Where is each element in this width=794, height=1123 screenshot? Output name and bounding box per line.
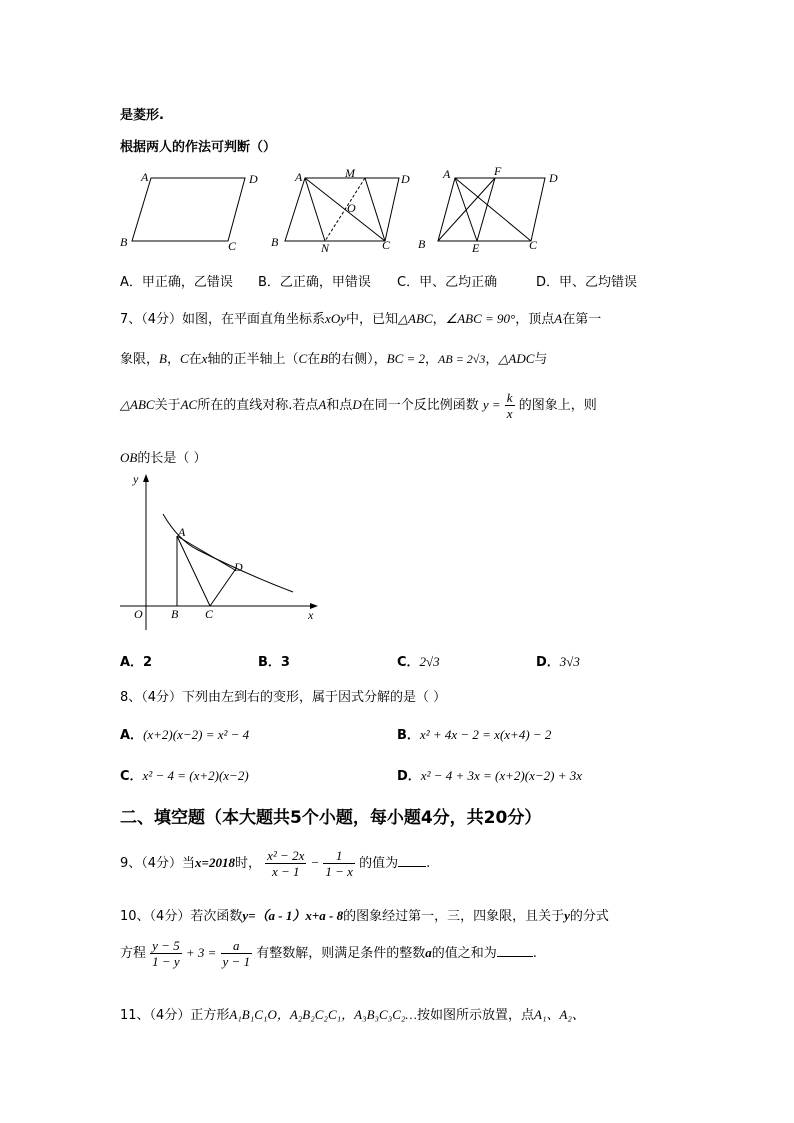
label-B: B	[271, 235, 279, 249]
label-C: C	[228, 239, 237, 253]
fraction-q10-1: $\frac{y - 5}{1 - y}$	[152, 938, 180, 969]
answer-blank-q9	[398, 854, 426, 867]
label-F: F	[494, 164, 502, 178]
label-A: A	[141, 170, 149, 184]
label-M: M	[345, 166, 355, 180]
q9-line: 9、（4分）当x=2018时， $\frac{\text{x² − 2x}}{x - 1}$ − $\frac{1}{1 - x}$ 的值为 .	[120, 848, 431, 879]
text-line-judge: 根据两人的作法可判断（）	[120, 140, 277, 155]
q7-option-c: C．2√3	[397, 654, 440, 670]
q8-option-a: A．(x+2)(x−2) = x² − 4	[120, 727, 250, 743]
q6-option-d: D．甲、乙均错误	[536, 275, 638, 290]
label-N: N	[321, 241, 330, 254]
label-A: A	[178, 525, 186, 539]
q7-line-1: 7、（4分）如图，在平面直角坐标系xOy中，已知△ABC，∠ABC = 90°，顶点A在第一	[120, 311, 602, 327]
q10-line-1: 10、（4分）若次函数y=（a - 1）x+a - 8的图象经过第一，三，四象限，且关于y的分式	[120, 908, 609, 924]
label-B: B	[171, 607, 179, 621]
q7-option-a: A．2	[120, 655, 153, 670]
text-line-diamond: 是菱形.	[120, 108, 164, 123]
axis-label-y: y	[133, 472, 139, 486]
fraction-q9-1: $\frac{\text{x² − 2x}}{x - 1}$	[267, 848, 305, 879]
parallelogram-figures	[115, 164, 565, 254]
q7-graph	[118, 470, 328, 635]
label-A: A	[443, 167, 451, 181]
q6-option-c: C．甲、乙均正确	[397, 275, 498, 290]
label-E: E	[472, 241, 480, 254]
q6-option-a: A．甲正确，乙错误	[120, 275, 233, 290]
label-D: D	[401, 172, 410, 186]
parallelogram-3	[418, 164, 558, 254]
label-D: D	[549, 171, 558, 185]
q7-line-2: 象限，B，C在x轴的正半轴上（C在B的右侧），BC = 2，AB = 2√3，△ADC与	[120, 351, 548, 367]
label-C: C	[382, 238, 391, 252]
axis-label-x: x	[308, 608, 314, 622]
section-2-heading: 二、填空题（本大题共5个小题，每小题4分，共20分）	[120, 808, 542, 828]
label-C: C	[205, 607, 214, 621]
label-C: C	[529, 238, 538, 252]
q11-line-1: 11、（4分）正方形A₁B₁C₁O，A₂B₂C₂C₁，A₃B₃C₃C₂…按如图所示放置，点A₁、A₂、	[120, 1007, 585, 1023]
fraction-k-over-x: $\frac{k}{x}$	[506, 390, 513, 421]
label-D: D	[234, 560, 243, 574]
q7-option-d: D．3√3	[536, 654, 580, 670]
q8-option-c: C．x² − 4 = (x+2)(x−2)	[120, 768, 249, 784]
parallelogram-1	[120, 170, 258, 253]
label-B: B	[120, 235, 128, 249]
label-D: D	[249, 172, 258, 186]
label-O: O	[347, 201, 356, 215]
parallelogram-2	[271, 166, 410, 254]
label-A: A	[295, 170, 303, 184]
fraction-q9-2: $\frac{1}{1 - x}$	[325, 848, 353, 879]
answer-blank-q10	[497, 944, 533, 957]
q7-option-b: B．3	[258, 655, 290, 670]
q8-option-b: B．x² + 4x − 2 = x(x+4) − 2	[397, 727, 552, 743]
q10-line-2: 方程 $\frac{y - 5}{1 - y}$ + 3 = $\frac{a}{y - 1}$ 有整数解，则满足条件的整数a的值之和为 .	[120, 938, 537, 969]
q6-option-b: B．乙正确，甲错误	[258, 275, 371, 290]
q8-stem: 8、（4分）下列由左到右的变形，属于因式分解的是（ ）	[120, 690, 447, 705]
fraction-q10-2: $\frac{a}{y - 1}$	[222, 938, 251, 969]
q8-option-d: D．x² − 4 + 3x = (x+2)(x−2) + 3x	[397, 768, 582, 784]
label-B: B	[418, 237, 426, 251]
label-O: O	[134, 607, 143, 621]
q7-line-3: △ABC关于AC所在的直线对称.若点A和点D在同一个反比例函数 y = $\frac{k}{x}$ 的图象上，则	[120, 390, 597, 421]
q7-line-4: OB的长是（ ）	[120, 450, 207, 466]
